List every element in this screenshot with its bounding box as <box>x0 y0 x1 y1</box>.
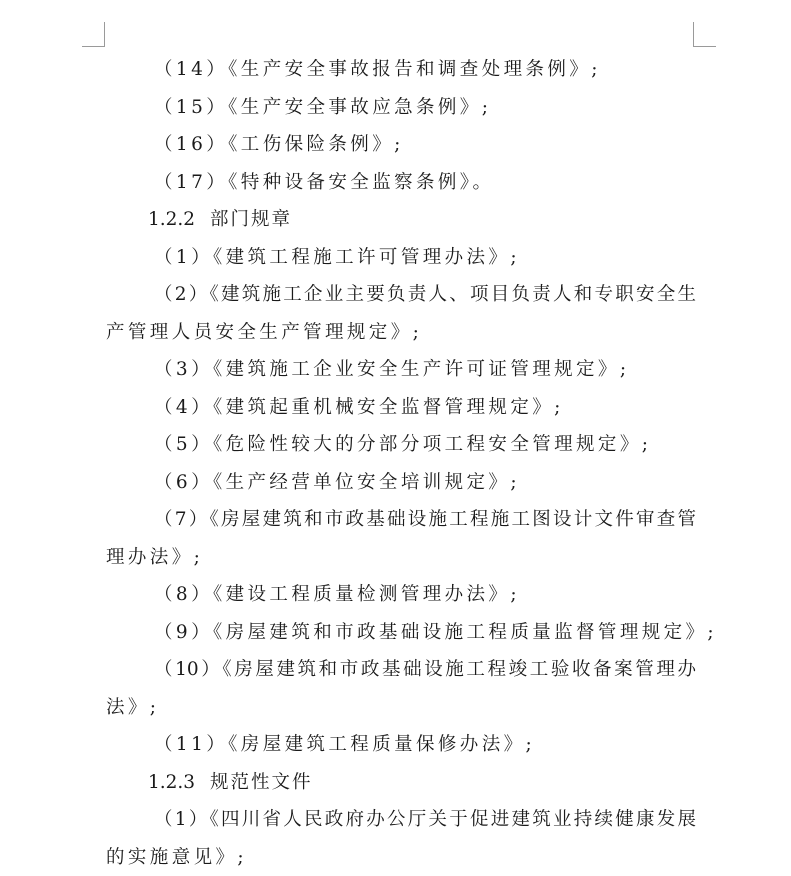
list-item: （11）《房屋建筑工程质量保修办法》; <box>106 726 696 764</box>
list-item: （6）《生产经营单位安全培训规定》; <box>106 464 696 502</box>
list-item: （14）《生产安全事故报告和调查处理条例》; <box>106 51 696 89</box>
list-item: （17）《特种设备安全监察条例》。 <box>106 164 696 202</box>
list-item: （4）《建筑起重机械安全监督管理规定》; <box>106 389 696 427</box>
list-item: （1）《建筑工程施工许可管理办法》; <box>106 239 696 277</box>
list-item-continuation: 法》; <box>106 689 696 727</box>
section-heading-1-2-3 <box>106 764 696 802</box>
list-item: （8）《建设工程质量检测管理办法》; <box>106 576 696 614</box>
list-item: （5）《危险性较大的分部分项工程安全管理规定》; <box>106 426 696 464</box>
list-item: （10）《房屋建筑和市政基础设施工程竣工验收备案管理办 <box>106 651 696 689</box>
list-item: （3）《建筑施工企业安全生产许可证管理规定》; <box>106 351 696 389</box>
list-item-continuation: 的实施意见》; <box>106 839 696 876</box>
section-number: 1.2.2 <box>148 201 210 239</box>
section-heading-1-2-2 <box>106 201 696 239</box>
section-title: 规范性文件 <box>210 772 313 793</box>
list-item: （2）《建筑施工企业主要负责人、项目负责人和专职安全生 <box>106 276 696 314</box>
list-item-continuation: 产管理人员安全生产管理规定》; <box>106 314 696 352</box>
list-item-continuation: 理办法》; <box>106 539 696 577</box>
list-item: （1）《四川省人民政府办公厅关于促进建筑业持续健康发展 <box>106 801 696 839</box>
section-title: 部门规章 <box>210 209 292 230</box>
list-item: （9）《房屋建筑和市政基础设施工程质量监督管理规定》; <box>106 614 696 652</box>
section-number: 1.2.3 <box>148 764 210 802</box>
list-item: （7）《房屋建筑和市政基础设施工程施工图设计文件审查管 <box>106 501 696 539</box>
document-body <box>106 51 696 876</box>
list-item: （16）《工伤保险条例》; <box>106 126 696 164</box>
crop-mark-top-right <box>693 22 716 47</box>
crop-mark-top-left <box>82 22 105 47</box>
list-item: （15）《生产安全事故应急条例》; <box>106 89 696 127</box>
